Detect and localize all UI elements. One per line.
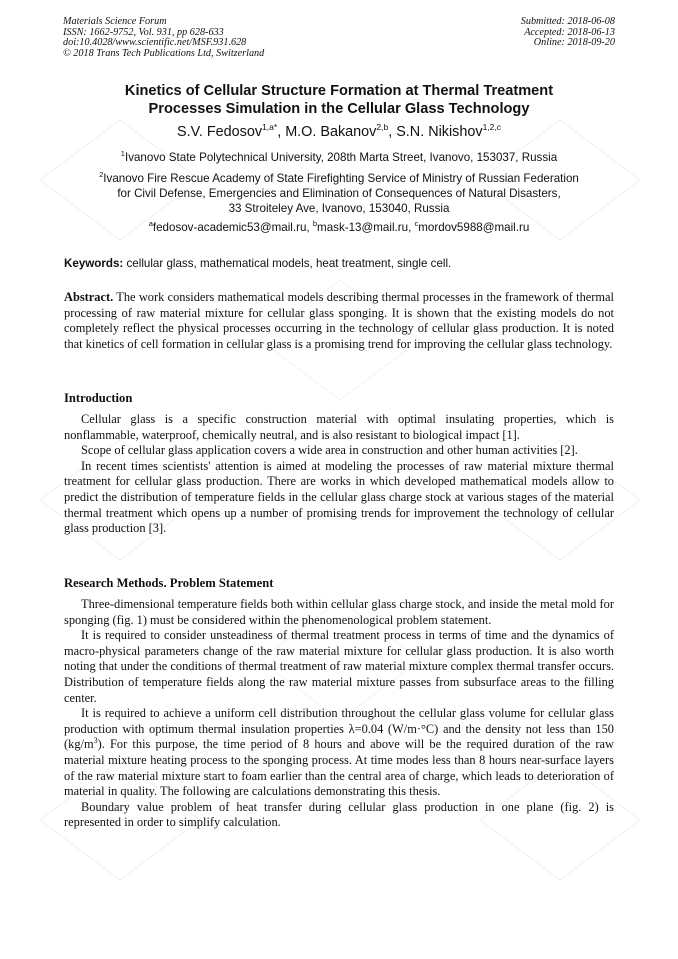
abstract: [64, 290, 614, 352]
affiliation-2: [64, 171, 614, 216]
author-name: M.O. Bakanov: [285, 124, 377, 140]
keywords: [64, 256, 624, 271]
paragraph: Three-dimensional temperature fields both within cellular glass charge stock, and inside the metal mold for sponging (fig. 1) must be considered within the phenomenological problem statement.: [64, 597, 614, 627]
abstract-text: The work considers mathematical models describing thermal processes in the framework of thermal processing of raw material mixture for cellular glass sponging. It is shown that the existing models do not completely reflect the physical processes occurring in the technology of cellular glass production. It is noted that kinetics of cell formation in cellular glass is a promising trend for improving the cellular glass technology.: [64, 290, 614, 351]
author-affiliation-mark: 1,2,c: [482, 122, 502, 133]
abstract-label: Abstract.: [64, 290, 114, 304]
affiliation-mark: 2: [99, 170, 104, 180]
email-address: mask-13@mail.ru: [317, 221, 409, 234]
paragraph: In recent times scientists' attention is aimed at modeling the processes of raw material mixture thermal treatment for cellular glass production. There are works in which developed mathematical models allow to predict the distribution of temperature fields in the cellular glass charge stock at various stages of the material thermal treatment which opens up a number of promising trends for improvement the technology of cellular glass production [3].: [64, 458, 614, 536]
keywords-text: cellular glass, mathematical models, heat treatment, single cell.: [123, 257, 452, 270]
journal-issn: ISSN: 1662-9752, Vol. 931, pp 628-633: [63, 26, 224, 38]
introduction-body: [64, 412, 614, 537]
email-address: mordov5988@mail.ru: [418, 221, 530, 234]
section-heading-methods: Research Methods. Problem Statement: [64, 576, 274, 590]
paragraph: [64, 706, 614, 800]
accepted-date: Accepted: 2018-06-13: [524, 26, 615, 38]
section-heading-introduction: Introduction: [64, 391, 133, 405]
superscript: 3: [93, 736, 98, 746]
paragraph-text: ). For this purpose, the time period of 8 hours and above will be the required duration of the raw material mixture heating process to the sponging process. At time modes less than 8 hours near-surface layers of the raw material mixture start to foam earlier than the central area of charge, which leads to deterioration of material in quality. The following are calculations demonstrating this thesis.: [64, 737, 614, 799]
journal-doi: doi:10.4028/www.scientific.net/MSF.931.628: [63, 37, 247, 49]
dates-header: [521, 17, 615, 49]
author-name: S.V. Fedosov: [176, 124, 263, 140]
paragraph-text: It is required to achieve a uniform cell distribution throughout the cellular glass volume for cellular glass production with optimum thermal insulation properties λ=0.04 (W/m·°C) and the density not less than 150 (kg/m: [64, 706, 614, 752]
author-name: S.N. Nikishov: [396, 124, 483, 140]
keywords-label: Keywords:: [64, 257, 124, 270]
journal-name: Materials Science Forum: [63, 16, 167, 27]
author-affiliation-mark: 2,b: [376, 122, 389, 133]
paper-title-line: Kinetics of Cellular Structure Formation at Thermal Treatment: [124, 83, 554, 99]
affiliation-text: for Civil Defense, Emergencies and Elimination of Consequences of Natural Disasters,: [117, 187, 561, 200]
paper-title: [64, 82, 614, 118]
paragraph: It is required to consider unsteadiness of thermal treatment process in terms of time and the dynamics of macro-physical parameters change of the raw material mixture for cellular glass production. It is also worth noting that under the conditions of thermal treatment of raw material mixture complex thermal transfer occurs. Distribution of temperature fields along the raw material mixture passes from subsurface areas to the filling center.: [64, 628, 614, 705]
online-date: Online: 2018-09-20: [533, 37, 615, 49]
authors-line: S.V. Fedosov$^{1,a*}$, M.O. Bakanov$^{2,b}$, S.N. Nikishov$^{1,2,c}$: [176, 122, 502, 140]
email-mark: a: [148, 219, 153, 229]
paper-title-line: Processes Simulation in the Cellular Glass Technology: [148, 101, 530, 117]
affiliation-text: Ivanovo State Polytechnical University, 208th Marta Street, Ivanovo, 153037, Russia: [124, 151, 558, 164]
email-address: fedosov-academic53@mail.ru: [152, 221, 307, 234]
paragraph: Scope of cellular glass application covers a wide area in construction and other human activities [2].: [81, 443, 578, 458]
submitted-date: Submitted: 2018-06-08: [520, 16, 615, 27]
paragraph: Cellular glass is a specific construction material with optimal insulating properties, which is nonflammable, waterproof, chemically neutral, and is also resistant to biological impact [1].: [64, 412, 614, 442]
email-mark: c: [414, 219, 419, 229]
email-mark: b: [312, 219, 318, 229]
journal-copyright: © 2018 Trans Tech Publications Ltd, Switzerland: [63, 47, 265, 59]
methods-body: [64, 597, 614, 831]
author-affiliation-mark: 1,a*: [262, 122, 278, 133]
affiliation-text: 33 Stroiteley Ave, Ivanovo, 153040, Russia: [228, 202, 450, 215]
author-emails: $^a$fedosov-academic53@mail.ru, $^b$mask-13@mail.ru, $^c$mordov5988@mail.ru: [148, 219, 530, 234]
journal-header: [63, 17, 264, 59]
affiliation-1: [64, 150, 614, 165]
affiliation-text: Ivanovo Fire Rescue Academy of State Firefighting Service of Ministry of Russian Federation: [103, 172, 579, 185]
affiliation-mark: 1: [120, 149, 125, 159]
paragraph: Boundary value problem of heat transfer during cellular glass production in one plane (fig. 2) is represented in order to simplify calculation.: [64, 799, 614, 830]
